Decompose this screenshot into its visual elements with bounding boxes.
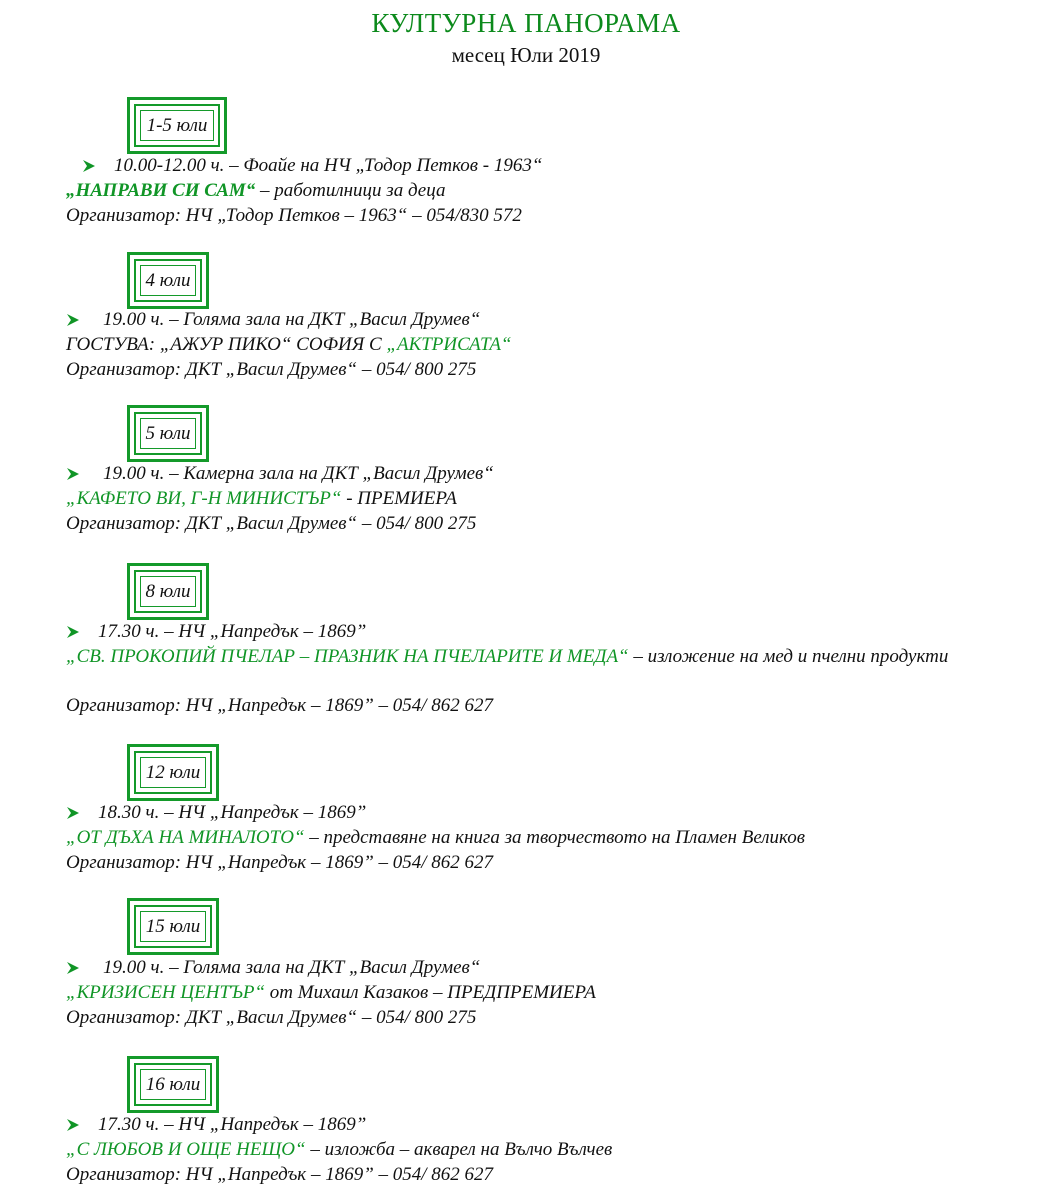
event-title-line <box>66 981 596 1005</box>
event-organizer: Организатор: НЧ „Напредък – 1869” – 054/ 862 627 <box>66 852 494 873</box>
event-time-place: 19.00 ч. – Камерна зала на ДКТ „Васил Друмев“ <box>103 463 494 484</box>
event-title: „ОТ ДЪХА НА МИНАЛОТО“ <box>66 827 305 848</box>
event-description: – изложба – акварел на Вълчо Вълчев <box>305 1139 613 1160</box>
event-title: „С ЛЮБОВ И ОЩЕ НЕЩО“ <box>66 1139 306 1160</box>
arrowhead-bullet-icon <box>66 1118 80 1132</box>
event-title: „НАПРАВИ СИ САМ“ <box>66 180 256 201</box>
event-time-place: 19.00 ч. – Голяма зала на ДКТ „Васил Друмев“ <box>103 957 481 978</box>
event-title-line <box>66 333 512 357</box>
date-box <box>127 744 219 801</box>
date-label: 15 юли <box>140 911 206 942</box>
date-box <box>127 1056 219 1113</box>
event-description: - ПРЕМИЕРА <box>341 488 457 509</box>
event-description: – изложение на мед и пчелни продукти <box>628 646 949 667</box>
page-subtitle: месец Юли 2019 <box>451 43 601 67</box>
event-title-line <box>66 487 457 511</box>
arrowhead-bullet-icon <box>66 467 80 481</box>
event-title-line <box>66 826 805 850</box>
event-description: – представяне на книга за творчеството на Пламен Великов <box>304 827 805 848</box>
event-description: от Михаил Казаков – ПРЕДПРЕМИЕРА <box>265 982 596 1003</box>
event-organizer: Организатор: НЧ „Напредък – 1869” – 054/ 862 627 <box>66 1164 494 1185</box>
event-time-place: 10.00-12.00 ч. – Фоайе на НЧ „Тодор Петков - 1963“ <box>114 155 543 176</box>
event-title: „КАФЕТО ВИ, Г-Н МИНИСТЪР“ <box>66 488 342 509</box>
page-title: КУЛТУРНА ПАНОРАМА <box>371 8 681 38</box>
date-box <box>127 405 209 462</box>
event-title-line <box>66 179 445 203</box>
arrowhead-bullet-icon <box>66 313 80 327</box>
event-title: „КРИЗИСЕН ЦЕНТЪР“ <box>66 982 266 1003</box>
date-label: 8 юли <box>140 576 196 607</box>
event-description: – работилници за деца <box>255 180 446 201</box>
event-organizer: Организатор: НЧ „Напредък – 1869” – 054/ 862 627 <box>66 695 494 716</box>
event-time-place: 19.00 ч. – Голяма зала на ДКТ „Васил Друмев“ <box>103 309 481 330</box>
event-time-place: 18.30 ч. – НЧ „Напредък – 1869” <box>98 802 367 823</box>
event-title-line <box>66 645 1026 669</box>
arrowhead-bullet-icon <box>66 806 80 820</box>
event-title-prefix: ГОСТУВА: „АЖУР ПИКО“ СОФИЯ С <box>66 334 387 355</box>
event-organizer: Организатор: ДКТ „Васил Друмев“ – 054/ 800 275 <box>66 359 477 380</box>
date-box <box>127 563 209 620</box>
date-box <box>127 252 209 309</box>
date-box <box>127 97 227 154</box>
event-time-place: 17.30 ч. – НЧ „Напредък – 1869” <box>98 621 367 642</box>
date-label: 5 юли <box>140 418 196 449</box>
date-label: 16 юли <box>140 1069 206 1100</box>
date-box <box>127 898 219 955</box>
event-title: „СВ. ПРОКОПИЙ ПЧЕЛАР – ПРАЗНИК НА ПЧЕЛАРИТЕ И МЕДА“ <box>66 646 629 667</box>
event-title-line <box>66 1138 612 1162</box>
date-label: 1-5 юли <box>140 110 214 141</box>
arrowhead-bullet-icon <box>82 159 96 173</box>
event-organizer: Организатор: НЧ „Тодор Петков – 1963“ – 054/830 572 <box>66 205 522 226</box>
event-time-place: 17.30 ч. – НЧ „Напредък – 1869” <box>98 1114 367 1135</box>
date-label: 4 юли <box>140 265 196 296</box>
arrowhead-bullet-icon <box>66 961 80 975</box>
event-organizer: Организатор: ДКТ „Васил Друмев“ – 054/ 800 275 <box>66 513 477 534</box>
arrowhead-bullet-icon <box>66 625 80 639</box>
date-label: 12 юли <box>140 757 206 788</box>
event-title: „АКТРИСАТА“ <box>386 334 512 355</box>
event-organizer: Организатор: ДКТ „Васил Друмев“ – 054/ 800 275 <box>66 1007 477 1028</box>
